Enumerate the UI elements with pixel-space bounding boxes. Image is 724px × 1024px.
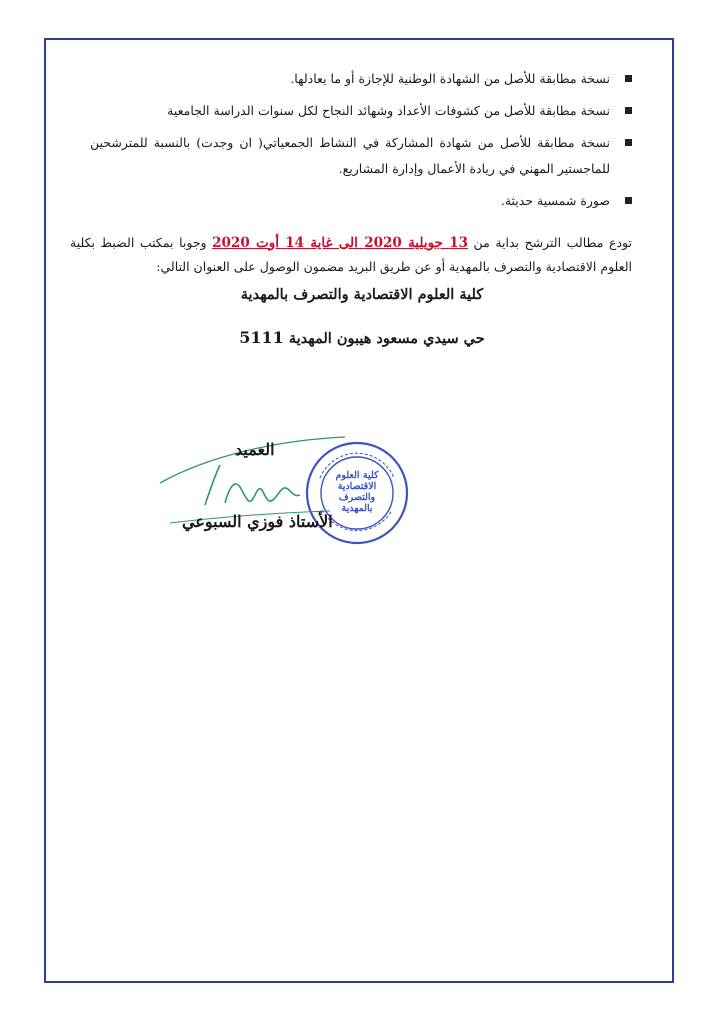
square-bullet-icon [625, 197, 632, 204]
stamp-line: والتصرف [338, 492, 376, 503]
list-item [90, 66, 632, 92]
requirement-text: صورة شمسية حديثة. [500, 193, 610, 208]
list-item [90, 130, 632, 182]
list-item [90, 188, 632, 214]
signatory-name: الأستاذ فوزي السبوعي [182, 512, 333, 531]
square-bullet-icon [625, 75, 632, 82]
signatory-title: العميد [235, 440, 275, 459]
requirements-list [90, 66, 632, 220]
square-bullet-icon [625, 107, 632, 114]
deposit-text-start: تودع مطالب الترشح بداية من [468, 234, 632, 250]
address-street [0, 328, 724, 347]
stamp-line: بالمهدية [341, 503, 373, 514]
stamp-line: كلية العلوم [335, 470, 379, 481]
requirement-text: نسخة مطابقة للأصل من كشوفات الأعداد وشهائد النجاح لكل سنوات الدراسة الجامعية [167, 103, 610, 118]
requirement-text: نسخة مطابقة للأصل من الشهادة الوطنية للإجازة أو ما يعادلها. [290, 71, 610, 86]
address-street-text: حي سيدي مسعود هيبون المهدية [283, 330, 485, 347]
deposit-date-range: 13 جويلية 2020 الى غاية 14 أوت 2020 [212, 234, 468, 251]
address-faculty-name: كلية العلوم الاقتصادية والتصرف بالمهدية [240, 286, 484, 303]
deposit-text-end: وجوبا بمكتب الضبط بكلية العلوم الاقتصادية والتصرف بالمهدية أو عن طريق البريد مضمون الوصول على العنوان التالي: [70, 234, 632, 274]
stamp-line: الاقتصادية [337, 481, 377, 492]
requirement-text: نسخة مطابقة للأصل من شهادة المشاركة في النشاط الجمعياتي( ان وجدت) بالنسبة للمترشحين للماجستير المهني في ريادة الأعمال وإدارة المشاريع. [90, 135, 610, 176]
deposit-paragraph [70, 231, 632, 279]
square-bullet-icon [625, 139, 632, 146]
address-postcode: 5111 [239, 328, 284, 347]
list-item [90, 98, 632, 124]
